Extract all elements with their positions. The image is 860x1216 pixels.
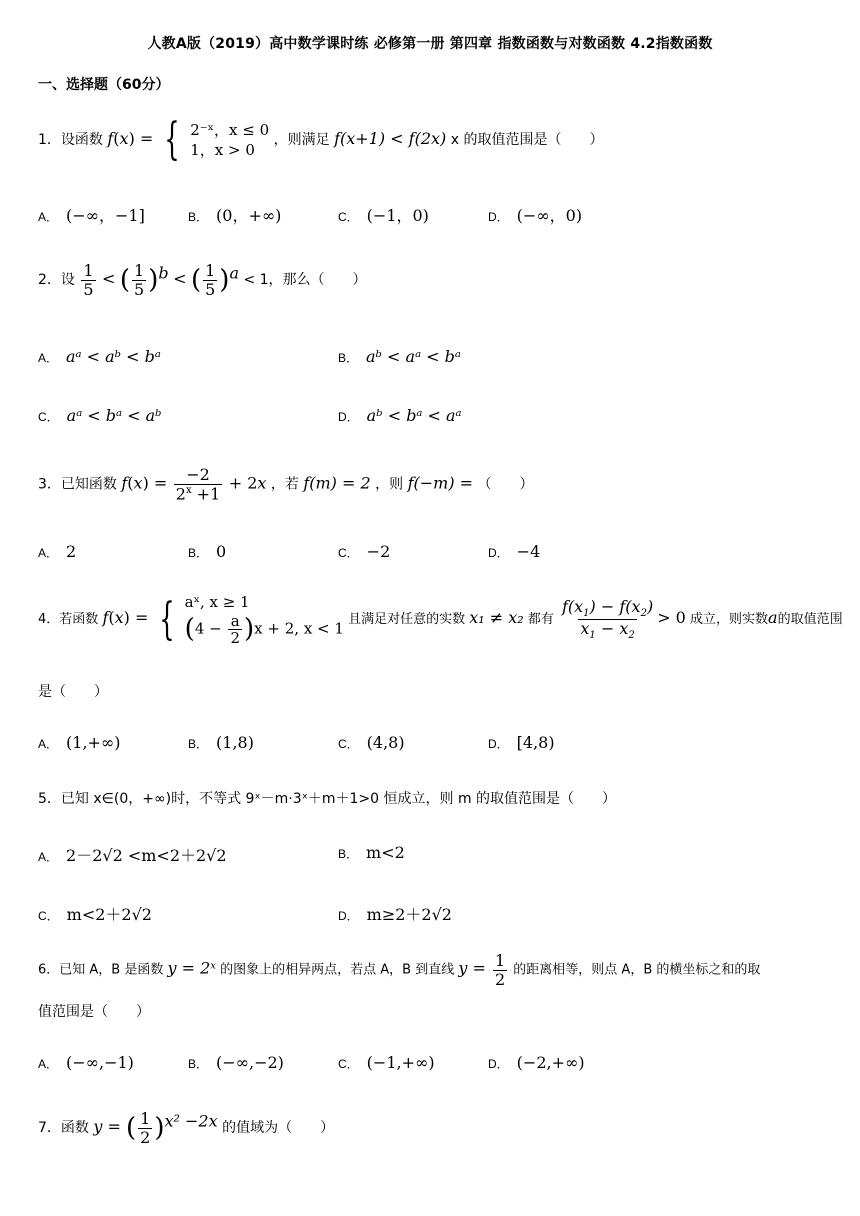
option-d[interactable]: D． (−2,+∞) — [488, 1053, 585, 1072]
option-c[interactable]: C． −2 — [338, 542, 391, 561]
option-b[interactable]: B． 0 — [188, 542, 227, 561]
option-a[interactable]: A． aᵃ < aᵇ < bᵃ — [38, 347, 161, 366]
question-text: ，若 — [270, 476, 299, 493]
case-2: x + 2, x < 1 — [254, 619, 344, 638]
option-b[interactable]: B． m<2 — [338, 843, 405, 862]
question-text: （ ） — [477, 476, 534, 493]
question-number: 6． — [38, 962, 60, 978]
question-text: 若函数 — [59, 612, 99, 628]
question-5 — [38, 788, 616, 808]
question-text: ，则 — [375, 476, 404, 493]
question-text: 已知 x∈(0，+∞)时，不等式 9ˣ－m·3ˣ＋m＋1>0 恒成立，则 m 的取值范围是（ ） — [60, 791, 617, 807]
option-d[interactable]: D． [4,8) — [488, 733, 555, 752]
question-6-cont: 值范围是（ ） — [38, 1004, 150, 1020]
question-text: 的取值范围 — [777, 612, 843, 628]
option-c[interactable]: C． (4,8) — [338, 733, 405, 752]
question-number: 1． — [38, 132, 61, 148]
option-d[interactable]: D． −4 — [488, 542, 541, 561]
question-number: 4． — [38, 612, 60, 628]
question-7: 7．函数 y = ( $\frac{1}{2}$ )$^{x^2 -2x}$ 的值域为（ ） — [38, 1109, 335, 1147]
option-b[interactable]: B． (0，+∞) — [188, 206, 282, 225]
option-a[interactable]: A． (1,+∞) — [38, 733, 121, 752]
function-expression: y = 2ˣ — [167, 958, 216, 978]
option-c[interactable]: C． m<2＋2√2 — [38, 905, 152, 924]
option-a[interactable]: A． (−∞,−1) — [38, 1053, 134, 1072]
condition: f(x+1) < f(2x) — [334, 129, 447, 148]
piecewise-cases: aˣ, x ≥ 1 (4 − $\frac{a}{2}$ )x + 2, x < 1 — [184, 593, 344, 648]
option-b[interactable]: B． aᵇ < aᵃ < bᵃ — [338, 347, 461, 366]
page-title: 人教A版（2019）高中数学课时练 必修第一册 第四章 指数函数与对数函数 4.2指数函数 — [147, 36, 713, 52]
question-text: < 1，那么（ ） — [243, 272, 367, 289]
option-b[interactable]: B． (−∞,−2) — [188, 1053, 284, 1072]
question-text: 设函数 — [60, 132, 103, 148]
option-d[interactable]: D． (−∞，0) — [488, 206, 583, 225]
question-number: 5． — [38, 791, 61, 807]
question-number: 3． — [38, 476, 61, 493]
question-6: 6．已知 A，B 是函数 y = 2ˣ 的图象上的相异两点，若点 A，B 到直线 y = $\frac{1}{2}$ 的距离相等，则点 A，B 的横坐标之和的取 — [38, 951, 761, 989]
question-text: 函数 — [60, 1120, 89, 1137]
option-c[interactable]: C． (−1,+∞) — [338, 1053, 435, 1072]
question-text: 成立，则实数 — [690, 612, 769, 628]
question-4: 4．若函数 f(x) = { aˣ, x ≥ 1 (4 − $\frac{a}{2}$ )x + 2, x < 1 且满足对任意的实数 x₁ ≠ x₂ 都有 $\frac{f(x_1) - f(x_2)}{x_1 - x_2}$ > 0 成立，则实数a的取值范围 — [38, 593, 843, 648]
question-text: 已知 A，B 是函数 — [59, 962, 164, 978]
question-number: 7． — [38, 1120, 61, 1137]
question-1: 1．设函数 f(x) = { 2⁻ˣ，x ≤ 0 1，x > 0 ，则满足 f(x+1) < f(2x) x 的取值范围是（ ） — [38, 114, 604, 165]
option-a[interactable]: A． 2 — [38, 542, 77, 561]
case-1: aˣ, x ≥ 1 — [184, 593, 250, 611]
piecewise-cases — [190, 120, 269, 161]
question-text: ，则满足 — [273, 132, 330, 148]
option-c[interactable]: C． aᵃ < bᵃ < aᵇ — [38, 406, 162, 425]
option-a[interactable]: A． (−∞，−1] — [38, 206, 145, 225]
question-text: 的值域为（ ） — [222, 1120, 335, 1137]
question-number: 2． — [38, 272, 61, 289]
question-text: 的图象上的相异两点，若点 A，B 到直线 — [220, 962, 455, 978]
question-text: 且满足对任意的实数 — [348, 612, 466, 628]
option-b[interactable]: B． (1,8) — [188, 733, 254, 752]
asked-expression: f(−m) = — [407, 473, 474, 493]
option-d[interactable]: D． m≥2＋2√2 — [338, 905, 452, 924]
question-text: 的距离相等，则点 A，B 的横坐标之和的取 — [513, 962, 761, 978]
question-2: 2．设 $\frac{1}{5}$ < ( $\frac{1}{5}$ )$^b$ < ( $\frac{1}{5}$ )$^a$ < 1，那么（ ） — [38, 261, 367, 299]
section-heading: 一、选择题（60分） — [38, 77, 170, 93]
condition: x₁ ≠ x₂ — [469, 608, 524, 628]
case-1: 2⁻ˣ，x ≤ 0 — [190, 120, 270, 139]
question-text: 设 — [60, 272, 75, 289]
question-3: 3．已知函数 f(x) = $\frac{-2}{2^x +1}$ + 2x ，若 f(m) = 2 ，则 f(−m) = （ ） — [38, 465, 534, 503]
question-text: x 的取值范围是（ ） — [450, 132, 604, 148]
question-text: 都有 — [527, 612, 554, 628]
option-c[interactable]: C． (−1，0) — [338, 206, 429, 225]
option-d[interactable]: D． aᵇ < bᵃ < aᵃ — [338, 406, 462, 425]
condition: f(m) = 2 — [303, 473, 371, 493]
option-a[interactable]: A． 2－2√2 <m<2＋2√2 — [38, 846, 227, 865]
question-4-cont: 是（ ） — [38, 684, 108, 700]
question-text: 已知函数 — [60, 476, 117, 493]
case-2: 1，x > 0 — [190, 141, 255, 159]
